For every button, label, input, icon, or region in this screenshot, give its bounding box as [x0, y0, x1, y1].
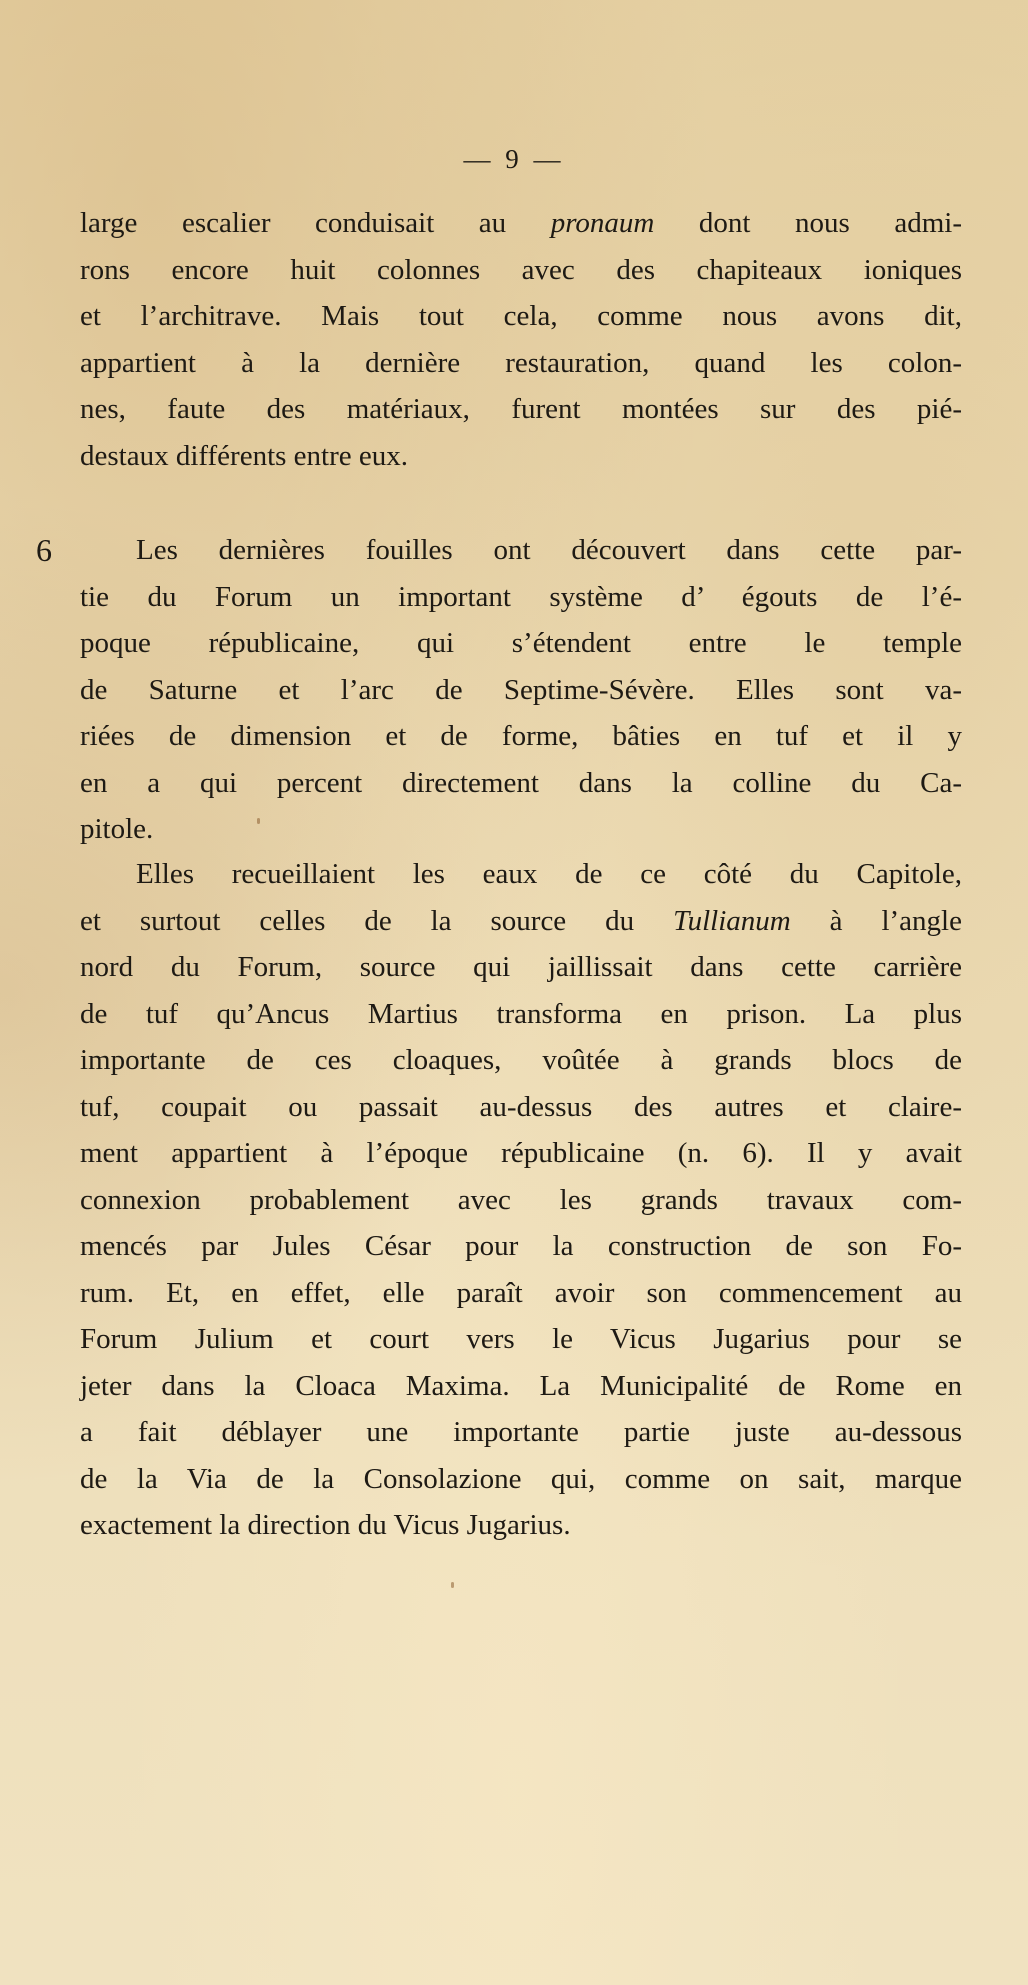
text-line	[80, 1502, 962, 1549]
text-run: rum. Et, en effet, elle paraît avoir son commencement au	[80, 1276, 962, 1309]
text-line-content	[80, 1184, 962, 1216]
text-line-content	[80, 998, 962, 1030]
text-line	[80, 667, 962, 714]
text-run: de tuf qu’Ancus Martius transforma en prison. La plus	[80, 997, 962, 1030]
text-run: destaux différents entre eux.	[80, 439, 409, 472]
text-line-content	[80, 1463, 962, 1495]
text-line	[80, 851, 962, 898]
text-line	[80, 713, 962, 760]
paragraph-section-6	[80, 527, 962, 853]
text-run: en a qui percent directement dans la colline du Ca-	[80, 766, 962, 799]
text-line-content	[80, 1323, 962, 1355]
text-line	[80, 1363, 962, 1410]
text-run: à l’angle	[790, 904, 962, 937]
text-run: riées de dimension et de forme, bâties en tuf et il y	[80, 720, 962, 752]
text-line-content	[80, 393, 962, 425]
text-run: poque républicaine, qui s’étendent entre le temple	[80, 627, 962, 659]
text-run: dont nous admi-	[654, 207, 962, 239]
text-run: et l’architrave. Mais tout cela, comme nous avons dit,	[80, 300, 962, 332]
text-run: Forum Julium et court vers le Vicus Jugarius pour se	[80, 1323, 962, 1355]
text-line-content	[80, 951, 962, 983]
text-line-content	[80, 905, 962, 937]
text-line	[80, 1130, 962, 1177]
text-line	[80, 1409, 962, 1456]
text-run: nord du Forum, source qui jaillissait dans cette carrière	[80, 951, 962, 983]
text-line-content	[80, 1370, 962, 1402]
text-line-content	[80, 347, 962, 379]
text-line	[80, 1270, 962, 1317]
text-line	[80, 991, 962, 1038]
text-line	[80, 898, 962, 945]
paper-speck	[451, 1582, 454, 1588]
text-line-content	[80, 207, 962, 239]
paragraph-continuation	[80, 200, 962, 479]
text-line	[80, 1316, 962, 1363]
text-run: importante de ces cloaques, voûtée à grands blocs de	[80, 1044, 962, 1076]
paragraph-cloaca	[80, 851, 962, 1549]
text-line-content	[136, 534, 962, 566]
page-number: — 9 —	[463, 144, 565, 174]
text-line-content	[80, 440, 408, 472]
text-line-content	[136, 858, 962, 890]
italic-term: Tullianum	[673, 904, 791, 937]
text-run: large escalier conduisait au	[80, 207, 551, 239]
text-run: Elles recueillaient les eaux de ce côté du Capitole,	[136, 858, 962, 890]
margin-note-number: 6	[36, 532, 52, 568]
text-run: ment appartient à l’époque républicaine (n. 6). Il y avait	[80, 1137, 962, 1169]
text-line-content	[80, 627, 962, 659]
text-line	[80, 1456, 962, 1503]
text-line-content	[80, 300, 962, 332]
text-run: de la Via de la Consolazione qui, comme on sait, marque	[80, 1462, 962, 1495]
text-run: tie du Forum un important système d’ égouts de l’é-	[80, 580, 962, 613]
text-line-content	[80, 1091, 962, 1123]
text-line	[80, 200, 962, 247]
text-line-content	[80, 581, 962, 613]
text-line	[80, 620, 962, 667]
text-run: et surtout celles de la source du	[80, 904, 674, 937]
text-line-content	[80, 1137, 962, 1169]
text-line	[80, 340, 962, 387]
paper-speck	[257, 818, 260, 824]
text-line	[80, 527, 962, 574]
text-line	[80, 806, 962, 853]
text-line	[80, 1177, 962, 1224]
text-run: exactement la direction du Vicus Jugarius.	[80, 1509, 571, 1541]
text-run: nes, faute des matériaux, furent montées sur des pié-	[80, 393, 962, 425]
text-line	[80, 1084, 962, 1131]
text-run: mencés par Jules César pour la construction de son Fo-	[80, 1230, 962, 1262]
text-line	[80, 386, 962, 433]
text-line	[80, 944, 962, 991]
text-run: de Saturne et l’arc de Septime-Sévère. Elles sont va-	[80, 673, 962, 706]
text-line-content	[80, 1416, 962, 1448]
text-line-content	[80, 1509, 571, 1541]
text-line	[80, 760, 962, 807]
text-line-content	[80, 1044, 962, 1076]
text-run: connexion probablement avec les grands travaux com-	[80, 1183, 962, 1216]
text-line	[80, 1037, 962, 1084]
text-line-content	[80, 1277, 962, 1309]
text-run: pitole.	[80, 813, 154, 845]
text-line	[80, 433, 962, 480]
text-line-content	[80, 813, 153, 845]
text-line	[80, 574, 962, 621]
text-run: rons encore huit colonnes avec des chapiteaux ioniques	[80, 253, 962, 286]
italic-term: pronaum	[550, 207, 655, 239]
text-run: jeter dans la Cloaca Maxima. La Municipalité de Rome en	[80, 1369, 962, 1402]
text-line-content	[80, 767, 962, 799]
text-line-content	[80, 254, 962, 286]
text-line	[80, 293, 962, 340]
text-run: Les dernières fouilles ont découvert dans cette par-	[136, 534, 962, 566]
text-run: appartient à la dernière restauration, quand les colon-	[80, 346, 962, 379]
text-run: tuf, coupait ou passait au-dessus des autres et claire-	[80, 1090, 962, 1123]
text-line-content	[80, 720, 962, 752]
text-line	[80, 1223, 962, 1270]
text-line-content	[80, 674, 962, 706]
text-line	[80, 247, 962, 294]
text-run: a fait déblayer une importante partie juste au-dessous	[80, 1416, 962, 1448]
text-line-content	[80, 1230, 962, 1262]
